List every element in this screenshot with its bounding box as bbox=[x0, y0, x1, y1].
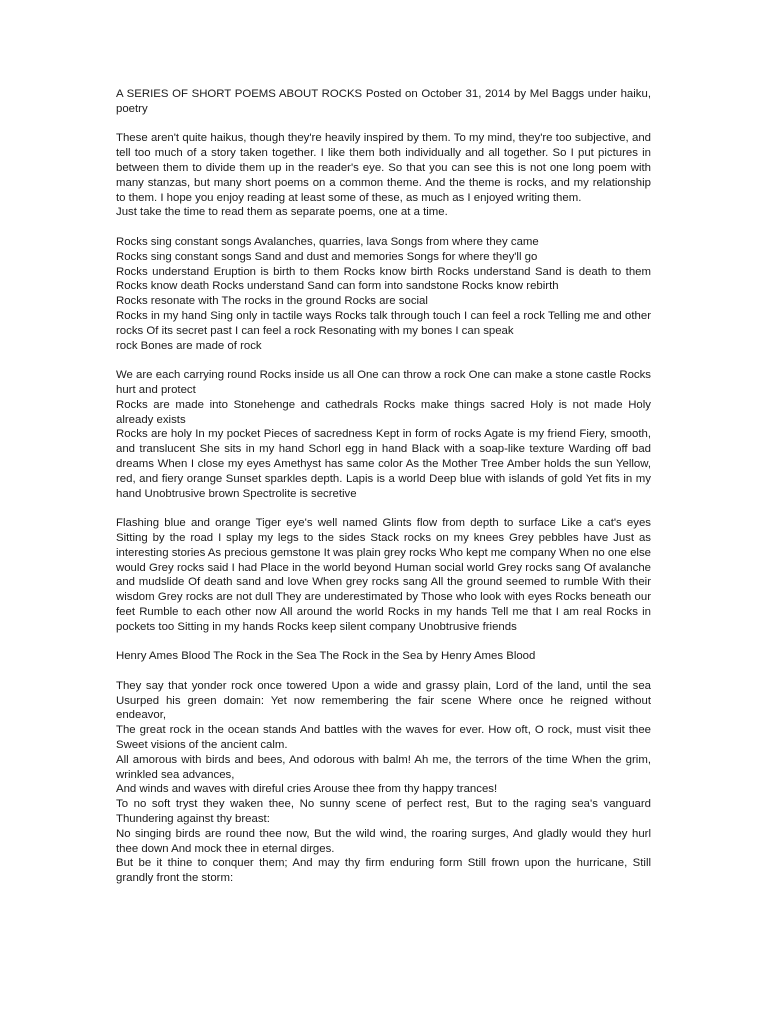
poem-block-4 bbox=[116, 679, 651, 886]
poem-block-3 bbox=[116, 516, 651, 634]
poem-line: All amorous with birds and bees, And odorous with balm! Ah me, the terrors of the time When the grim, wrinkled sea advances, bbox=[116, 753, 651, 781]
poem-line: The great rock in the ocean stands And battles with the waves for ever. How oft, O rock, must visit thee Sweet visions of the ancient calm. bbox=[116, 724, 651, 752]
poem-line: Rocks in my hand Sing only in tactile ways Rocks talk through touch I can feel a rock Telling me and other rocks Of its secret past I can feel a rock Resonating with my bones I can speak bbox=[116, 309, 651, 337]
poem-line: Rocks sing constant songs Avalanches, quarries, lava Songs from where they came bbox=[116, 235, 539, 248]
poem-line: No singing birds are round thee now, But the wild wind, the roaring surges, And gladly would they hurl thee down And mock thee in eternal dirges. bbox=[116, 827, 651, 855]
poem-line: And winds and waves with direful cries Arouse thee from thy happy trances! bbox=[116, 783, 498, 796]
poem-block-1 bbox=[116, 235, 651, 353]
poem-line: Flashing blue and orange Tiger eye's well named Glints flow from depth to surface Like a cat's eyes Sitting by the road I splay my legs to the sides Stack rocks on my knees Grey pebbles have Just as interesting stories As precious gemstone It was plain grey rocks Who kept me company When no one else would Grey rocks said I had Place in the world beyond Human social world Grey rocks sang Of avalanche and mudslide Of death sand and love When grey rocks sang All the ground seemed to rumble With their wisdom Grey rocks are not dull They are underestimated by Those who look with eyes Rocks beneath our feet Rumble to each other now All around the world Rocks in my hands Tell me that I am real Rocks in pockets too Sitting in my hands Rocks keep silent company Unobtrusive friends bbox=[116, 517, 651, 633]
document-heading bbox=[116, 87, 651, 117]
poem-block-2 bbox=[116, 368, 651, 501]
poem-line: To no soft tryst they waken thee, No sunny scene of perfect rest, But to the raging sea's vanguard Thundering against thy breast: bbox=[116, 798, 651, 826]
document-page bbox=[116, 87, 651, 901]
poem-line: rock Bones are made of rock bbox=[116, 339, 262, 352]
intro-line-2: Just take the time to read them as separate poems, one at a time. bbox=[116, 206, 448, 219]
poem-line: Rocks resonate with The rocks in the ground Rocks are social bbox=[116, 295, 428, 308]
poem-line: Rocks sing constant songs Sand and dust and memories Songs for where they'll go bbox=[116, 250, 538, 263]
poem-attribution bbox=[116, 649, 651, 664]
poem-line: They say that yonder rock once towered Upon a wide and grassy plain, Lord of the land, until the sea Usurped his green domain: Yet now remembering the fair scene Where once he reigned without endeavor, bbox=[116, 679, 651, 722]
poem-line: But be it thine to conquer them; And may thy firm enduring form Still frown upon the hurricane, Still grandly front the storm: bbox=[116, 857, 651, 885]
poem-line: Rocks are holy In my pocket Pieces of sacredness Kept in form of rocks Agate is my friend Fiery, smooth, and translucent She sits in my hand Schorl egg in hand Black with a soap-like texture Warding off bad dreams When I close my eyes Amethyst has same color As the Mother Tree Amber holds the sun Yellow, red, and fiery orange Sunset sparkles depth. Lapis is a world Deep blue with islands of gold Yet fits in my hand Unobtrusive brown Spectrolite is secretive bbox=[116, 428, 651, 500]
attribution-line: Henry Ames Blood The Rock in the Sea The Rock in the Sea by Henry Ames Blood bbox=[116, 650, 536, 663]
heading-text: A SERIES OF SHORT POEMS ABOUT ROCKS Posted on October 31, 2014 by Mel Baggs under haiku, poetry bbox=[116, 88, 651, 115]
intro-line-1: These aren't quite haikus, though they're heavily inspired by them. To my mind, they're too subjective, and tell too much of a story taken together. I like them both individually and all together. So I put pictures in between them to divide them up in the reader's eye. So that you can see this is not one long poem with many stanzas, but many short poems on a common theme. And the theme is rocks, and my relationship to them. I hope you enjoy reading at least some of these, as much as I enjoyed writing them. bbox=[116, 132, 651, 204]
poem-line: We are each carrying round Rocks inside us all One can throw a rock One can make a stone castle Rocks hurt and protect bbox=[116, 369, 651, 396]
intro-paragraph bbox=[116, 131, 651, 220]
poem-line: Rocks are made into Stonehenge and cathedrals Rocks make things sacred Holy is not made Holy already exists bbox=[116, 398, 651, 426]
poem-line: Rocks understand Eruption is birth to them Rocks know birth Rocks understand Sand is death to them Rocks know death Rocks understand Sand can form into sandstone Rocks know rebirth bbox=[116, 265, 651, 293]
